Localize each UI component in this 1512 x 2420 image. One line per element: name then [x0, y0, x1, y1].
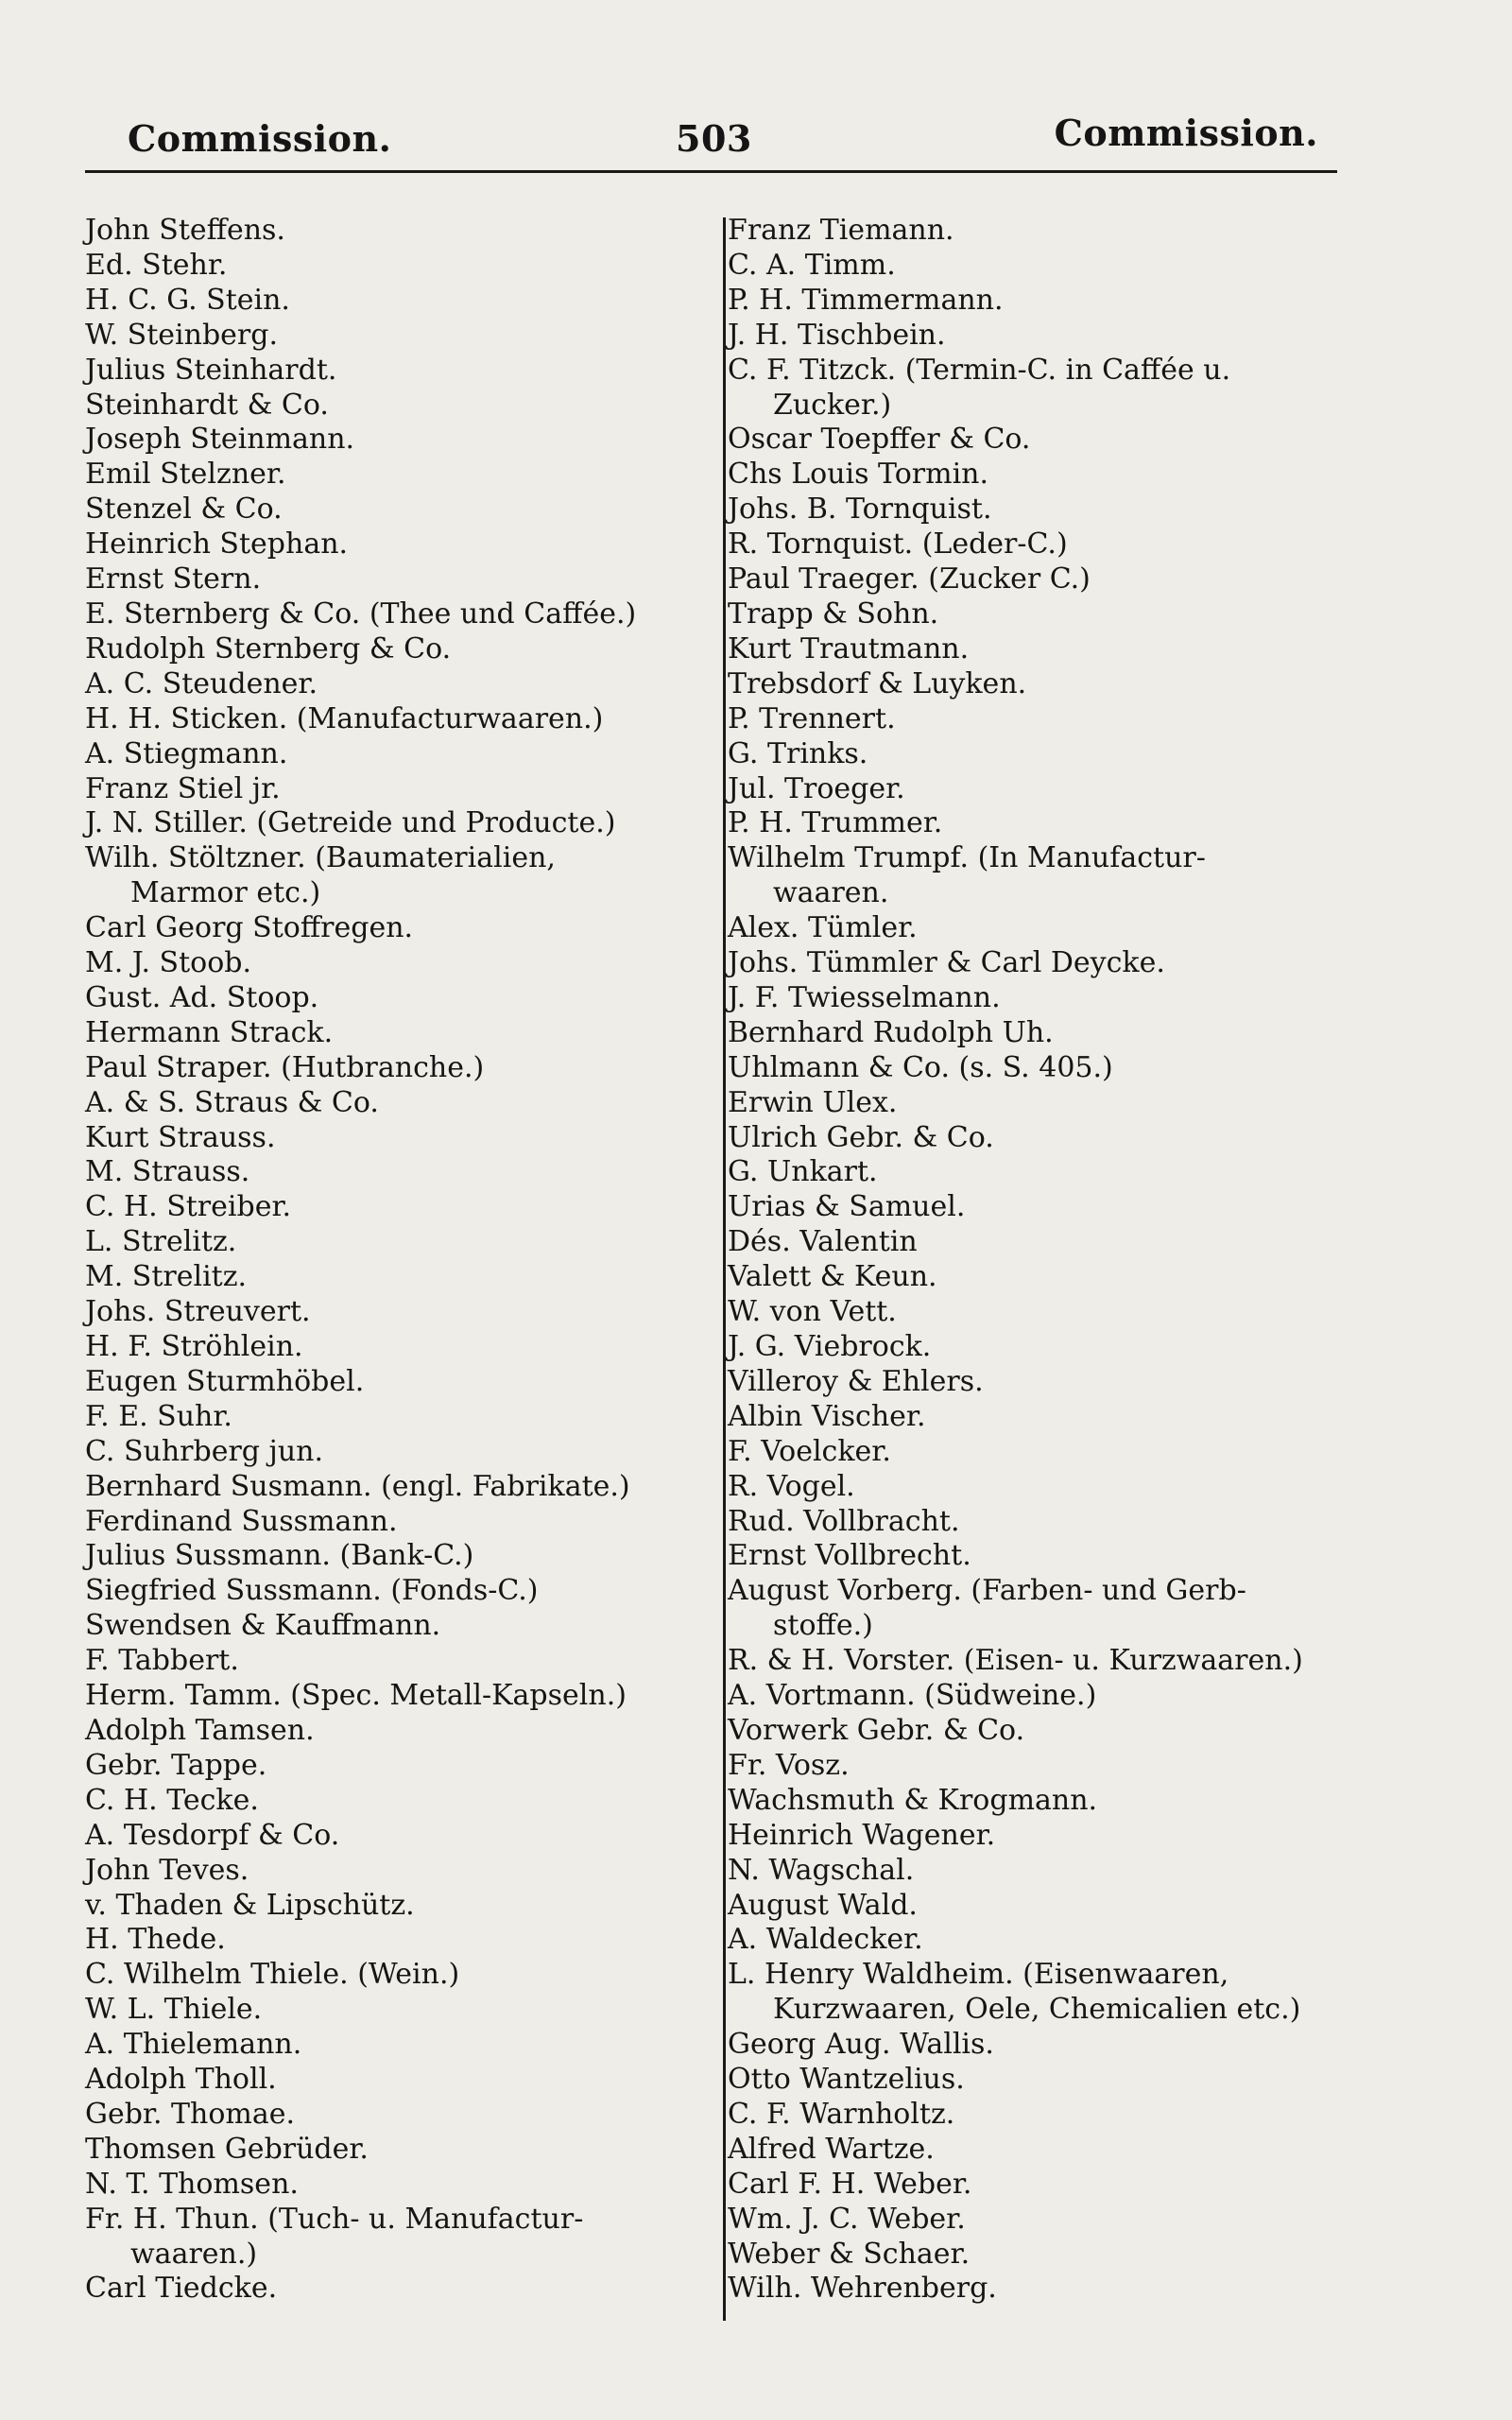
- list-item: F. Voelcker.: [728, 1434, 891, 1468]
- list-item: Chs Louis Tormin.: [728, 458, 989, 492]
- list-item: August Wald.: [728, 1888, 918, 1922]
- list-item: H. F. Ströhlein.: [85, 1330, 303, 1363]
- list-item: Georg Aug. Wallis.: [728, 2028, 994, 2062]
- list-item: Eugen Sturmhöbel.: [85, 1364, 365, 1398]
- list-item: Heinrich Wagener.: [728, 1818, 996, 1852]
- list-item: J. F. Twiesselmann.: [728, 980, 1001, 1014]
- list-item: John Steffens.: [85, 214, 285, 247]
- list-item: M. Strelitz.: [85, 1260, 248, 1294]
- right-column: [728, 214, 1380, 2307]
- list-item: Fr. Vosz.: [728, 1748, 850, 1782]
- list-item: C. F. Warnholtz.: [728, 2097, 955, 2131]
- list-item: H. H. Sticken. (Manufacturwaaren.): [85, 701, 604, 735]
- list-item: Gust. Ad. Stoop.: [85, 980, 319, 1014]
- page-header: [85, 112, 1337, 173]
- list-item: L. Strelitz.: [85, 1225, 237, 1259]
- list-item: N. Wagschal.: [728, 1853, 915, 1887]
- list-item: Villeroy & Ehlers.: [728, 1364, 984, 1398]
- list-item: Alfred Wartze.: [728, 2132, 935, 2166]
- list-item: Wachsmuth & Krogmann.: [728, 1783, 1098, 1817]
- list-item: Urias & Samuel.: [728, 1190, 966, 1224]
- list-item: R. & H. Vorster. (Eisen- u. Kurzwaaren.): [728, 1644, 1303, 1678]
- list-item: Jul. Troeger.: [728, 771, 905, 805]
- list-item: C. Suhrberg jun.: [85, 1434, 324, 1468]
- list-item: Hermann Strack.: [85, 1015, 334, 1049]
- list-item: Wilh. Wehrenberg.: [728, 2272, 997, 2306]
- list-item: Paul Straper. (Hutbranche.): [85, 1050, 485, 1084]
- list-item: Wm. J. C. Weber.: [728, 2202, 966, 2236]
- list-item: Adolph Tholl.: [85, 2063, 277, 2097]
- list-item: E. Sternberg & Co. (Thee und Caffée.): [85, 596, 637, 631]
- list-item: Johs. Tümmler & Carl Deycke.: [728, 946, 1165, 980]
- list-item: Thomsen Gebrüder.: [85, 2132, 369, 2166]
- list-item: A. Waldecker.: [728, 1923, 923, 1957]
- list-item: Adolph Tamsen.: [85, 1713, 315, 1747]
- list-item: Stenzel & Co.: [85, 493, 283, 527]
- list-item: W. L. Thiele.: [85, 1993, 263, 2027]
- list-item: Rudolph Sternberg & Co.: [85, 631, 452, 666]
- list-item: Heinrich Stephan.: [85, 527, 349, 562]
- list-item: M. J. Stoob.: [85, 946, 252, 980]
- header-right-title: Commission.: [1054, 112, 1318, 154]
- list-item: Valett & Keun.: [728, 1260, 937, 1294]
- list-item: Trebsdorf & Luyken.: [728, 666, 1027, 700]
- list-item: J. N. Stiller. (Getreide und Producte.): [85, 806, 616, 840]
- list-item: Joseph Steinmann.: [85, 423, 355, 457]
- list-item: C. A. Timm.: [728, 248, 896, 282]
- list-item: Herm. Tamm. (Spec. Metall-Kapseln.): [85, 1679, 627, 1713]
- list-item: Erwin Ulex.: [728, 1085, 898, 1119]
- list-item: R. Tornquist. (Leder-C.): [728, 527, 1068, 562]
- list-item: Fr. H. Thun. (Tuch- u. Manufactur-: [85, 2202, 584, 2236]
- list-item: W. von Vett.: [728, 1295, 897, 1329]
- list-item: C. H. Streiber.: [85, 1190, 292, 1224]
- list-item-continuation: waaren.: [773, 876, 889, 910]
- list-item: Bernhard Susmann. (engl. Fabrikate.): [85, 1469, 630, 1503]
- list-item: John Teves.: [85, 1853, 249, 1887]
- list-item: Trapp & Sohn.: [728, 596, 939, 631]
- list-item-continuation: Marmor etc.): [130, 876, 321, 910]
- list-item: Dés. Valentin: [728, 1225, 918, 1259]
- list-item: W. Steinberg.: [85, 318, 278, 352]
- list-item: Julius Steinhardt.: [85, 353, 337, 387]
- list-item: G. Unkart.: [728, 1155, 878, 1189]
- list-item: Franz Tiemann.: [728, 214, 954, 247]
- list-item: Gebr. Tappe.: [85, 1748, 267, 1782]
- list-item: Rud. Vollbracht.: [728, 1504, 960, 1538]
- list-item: August Vorberg. (Farben- und Gerb-: [728, 1574, 1246, 1608]
- page-number: 503: [676, 117, 752, 160]
- list-item: Johs. B. Tornquist.: [728, 493, 992, 527]
- list-item: Franz Stiel jr.: [85, 771, 281, 805]
- list-item: Oscar Toepffer & Co.: [728, 423, 1031, 457]
- list-item: A. Tesdorpf & Co.: [85, 1818, 340, 1852]
- list-item: Ferdinand Sussmann.: [85, 1504, 398, 1538]
- list-item: F. E. Suhr.: [85, 1399, 232, 1433]
- list-item: J. H. Tischbein.: [728, 318, 946, 352]
- list-item: Gebr. Thomae.: [85, 2097, 296, 2131]
- list-item: Ulrich Gebr. & Co.: [728, 1120, 994, 1154]
- list-item: A. & S. Straus & Co.: [85, 1085, 379, 1119]
- list-item: Kurt Strauss.: [85, 1120, 276, 1154]
- list-item: Steinhardt & Co.: [85, 388, 329, 422]
- list-item: C. Wilhelm Thiele. (Wein.): [85, 1958, 460, 1992]
- list-item: L. Henry Waldheim. (Eisenwaaren,: [728, 1958, 1229, 1992]
- list-item: P. H. Trummer.: [728, 806, 943, 840]
- list-item: Ed. Stehr.: [85, 248, 228, 282]
- list-item: Carl Tiedcke.: [85, 2272, 278, 2306]
- list-item: Ernst Stern.: [85, 562, 262, 596]
- list-item: P. H. Timmermann.: [728, 283, 1004, 317]
- list-item-continuation: waaren.): [130, 2237, 258, 2271]
- list-item: Swendsen & Kauffmann.: [85, 1609, 441, 1643]
- list-item: G. Trinks.: [728, 736, 868, 770]
- list-item: Albin Vischer.: [728, 1399, 926, 1433]
- list-item: Wilhelm Trumpf. (In Manufactur-: [728, 841, 1206, 875]
- list-item: H. C. G. Stein.: [85, 283, 290, 317]
- list-item: Wilh. Stöltzner. (Baumaterialien,: [85, 841, 556, 875]
- list-item: P. Trennert.: [728, 701, 896, 735]
- list-item: A. Vortmann. (Südweine.): [728, 1679, 1097, 1713]
- list-item-continuation: Zucker.): [773, 388, 892, 422]
- list-item: C. F. Titzck. (Termin-C. in Caffée u.: [728, 353, 1231, 387]
- list-item: H. Thede.: [85, 1923, 226, 1957]
- list-item: N. T. Thomsen.: [85, 2167, 299, 2201]
- list-item: Weber & Schaer.: [728, 2237, 971, 2271]
- list-item: Johs. Streuvert.: [85, 1295, 311, 1329]
- header-left-title: Commission.: [128, 117, 392, 160]
- list-item: Vorwerk Gebr. & Co.: [728, 1713, 1025, 1747]
- list-item: R. Vogel.: [728, 1469, 855, 1503]
- list-item: Uhlmann & Co. (s. S. 405.): [728, 1050, 1113, 1084]
- list-item: Julius Sussmann. (Bank-C.): [85, 1539, 474, 1573]
- list-item: Carl Georg Stoffregen.: [85, 911, 414, 945]
- list-item: A. Stiegmann.: [85, 736, 288, 770]
- list-item: F. Tabbert.: [85, 1644, 239, 1678]
- list-item: Emil Stelzner.: [85, 458, 286, 492]
- list-item: Otto Wantzelius.: [728, 2063, 965, 2097]
- list-item: C. H. Tecke.: [85, 1783, 259, 1817]
- list-item: A. Thielemann.: [85, 2028, 302, 2062]
- list-item-continuation: Kurzwaaren, Oele, Chemicalien etc.): [773, 1993, 1301, 2027]
- list-item-continuation: stoffe.): [773, 1609, 873, 1643]
- list-item: v. Thaden & Lipschütz.: [85, 1888, 415, 1922]
- list-item: Paul Traeger. (Zucker C.): [728, 562, 1091, 596]
- list-item: M. Strauss.: [85, 1155, 250, 1189]
- left-column: [85, 214, 709, 2307]
- list-item: J. G. Viebrock.: [728, 1330, 932, 1363]
- list-item: Carl F. H. Weber.: [728, 2167, 972, 2201]
- list-item: A. C. Steudener.: [85, 666, 318, 700]
- list-item: Siegfried Sussmann. (Fonds-C.): [85, 1574, 539, 1608]
- list-item: Bernhard Rudolph Uh.: [728, 1015, 1054, 1049]
- list-item: Kurt Trautmann.: [728, 631, 970, 666]
- column-divider: [723, 217, 726, 2321]
- list-item: Ernst Vollbrecht.: [728, 1539, 971, 1573]
- list-item: Alex. Tümler.: [728, 911, 918, 945]
